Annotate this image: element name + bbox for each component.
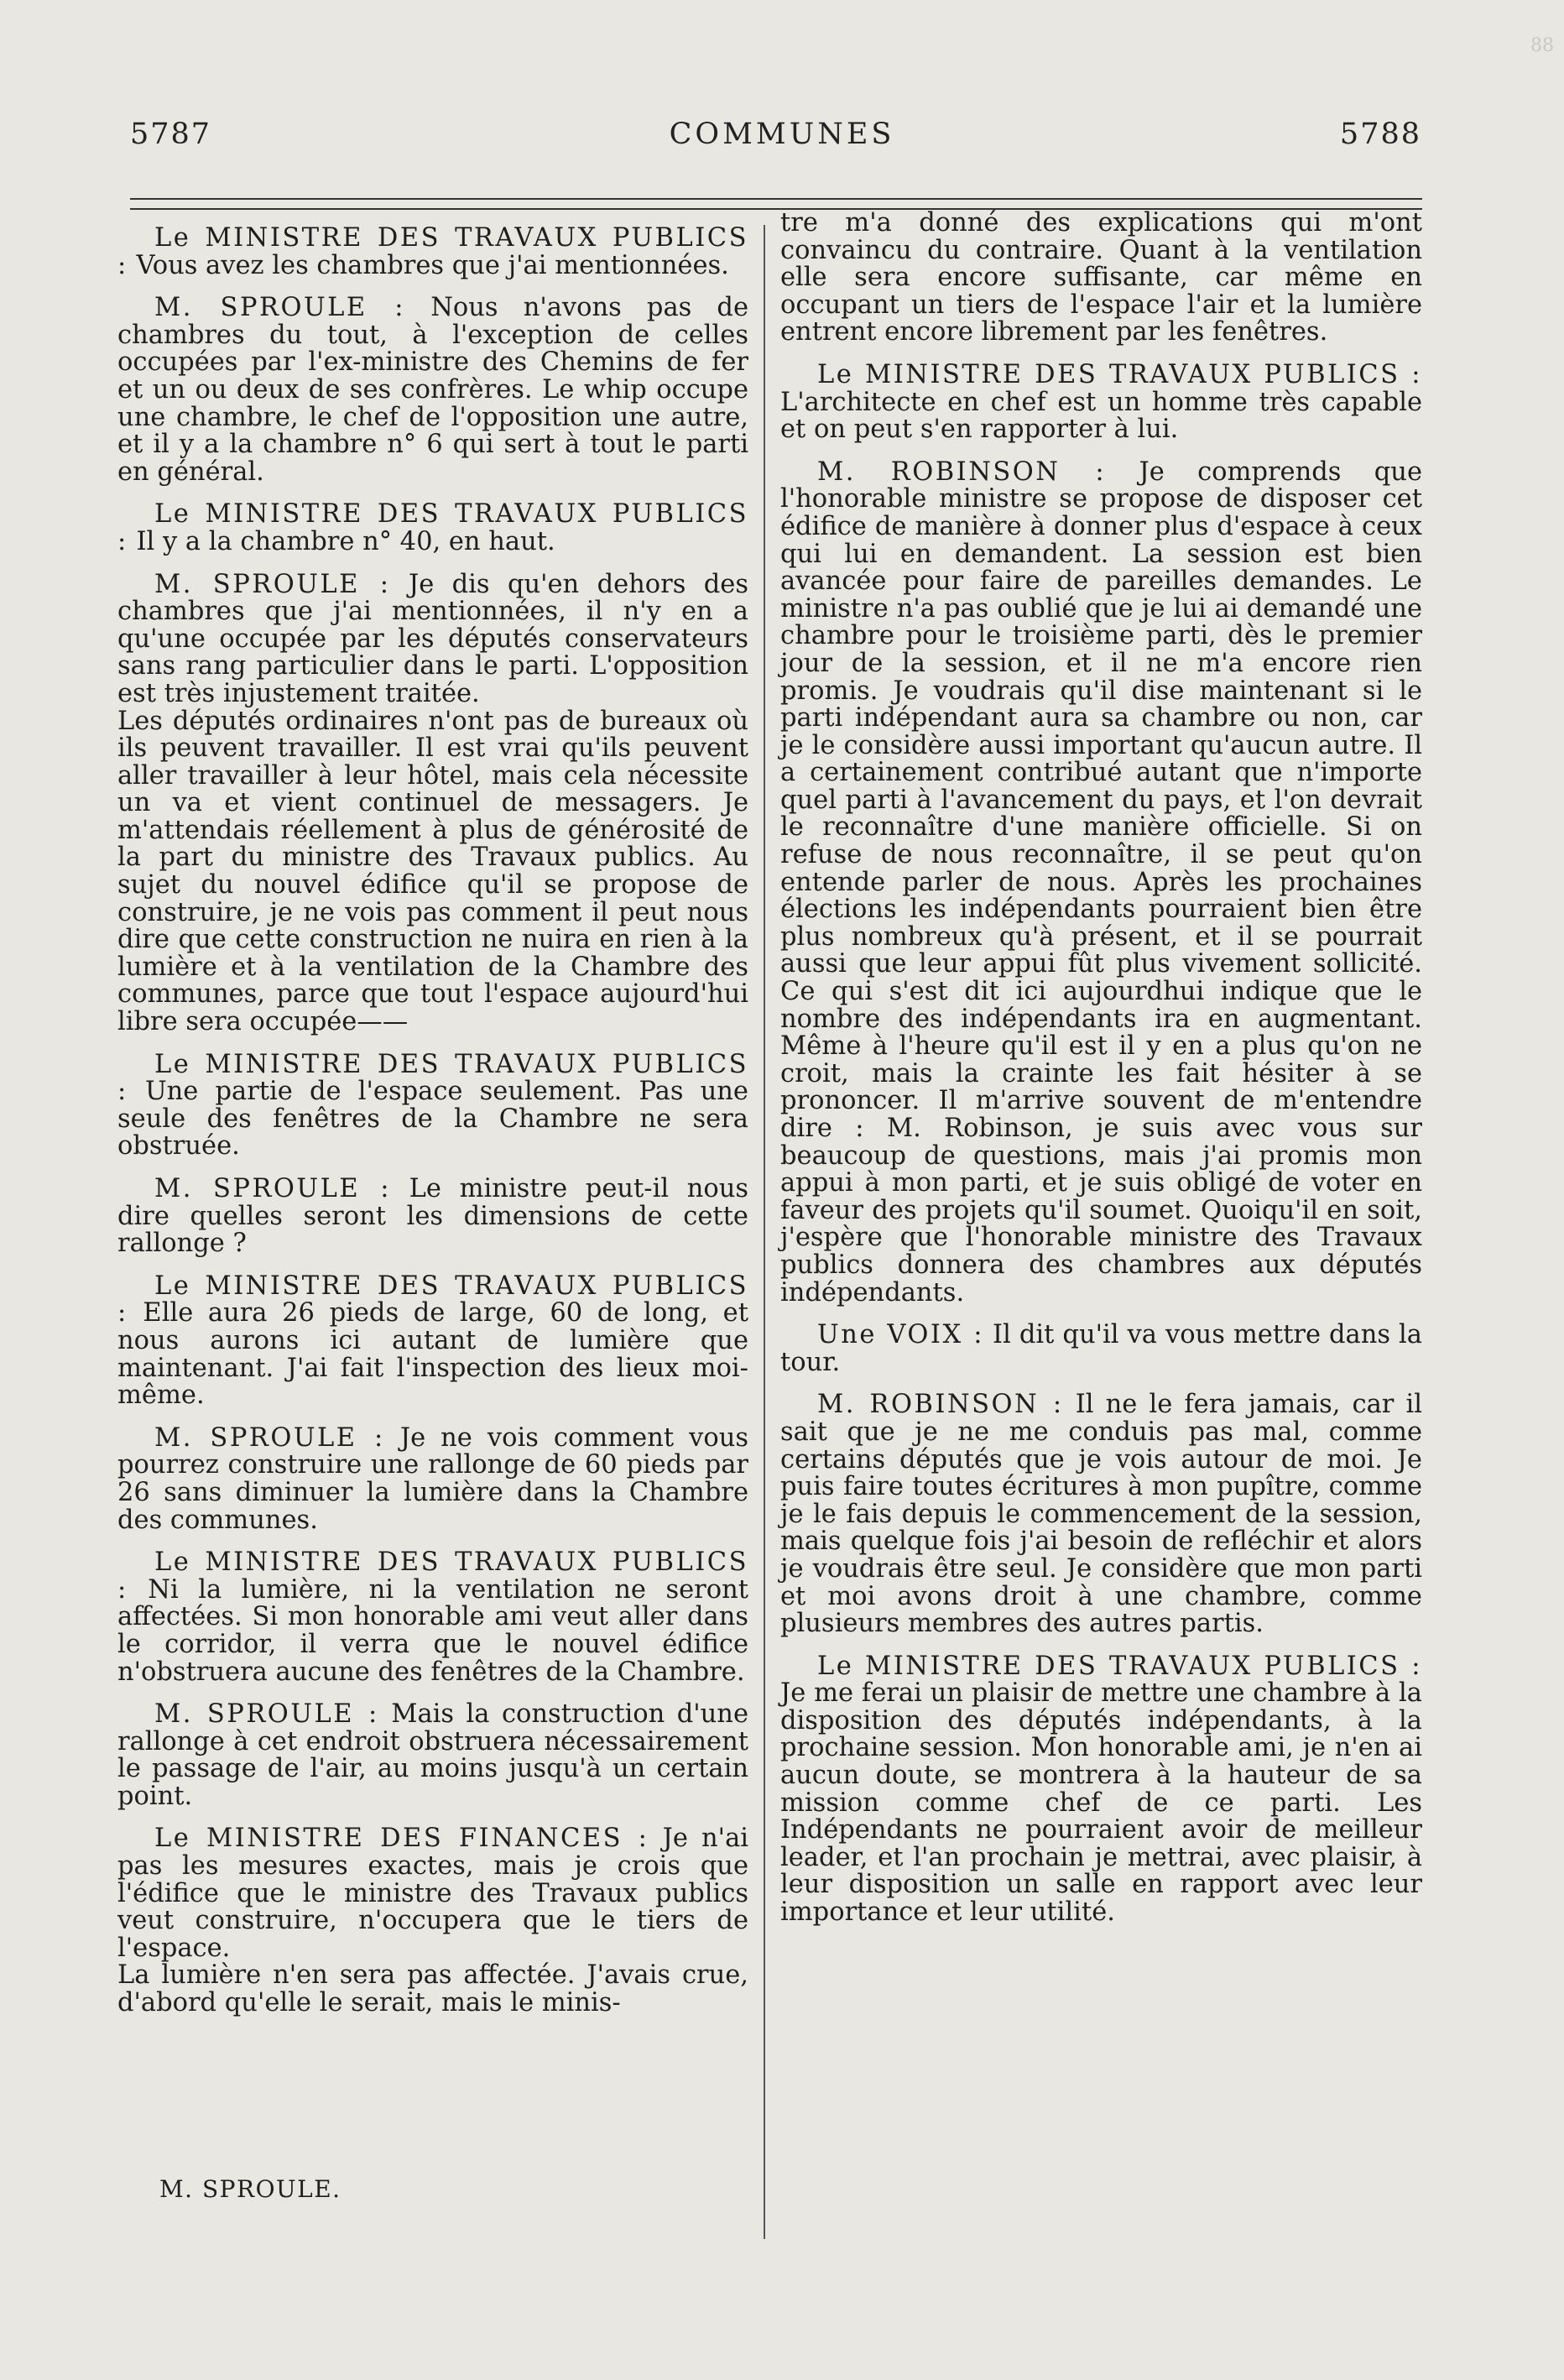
- speaker-name: Le MINISTRE DES TRAVAUX PUBLICS :: [117, 499, 748, 556]
- page-title: COMMUNES: [669, 117, 895, 151]
- paragraph-text: L'architecte en chef est un homme très capable et on peut s'en rapporter à lui.: [780, 387, 1422, 445]
- paragraph: [117, 1825, 748, 1962]
- speaker-name: M. SPROULE :: [154, 1174, 392, 1203]
- speaker-name: M. SPROULE :: [154, 1699, 379, 1730]
- paragraph: [117, 225, 748, 279]
- paragraph: [780, 1391, 1422, 1637]
- paragraph: [117, 1549, 748, 1686]
- column-divider: [764, 225, 765, 2239]
- paragraph-text: Le ministre peut-il nous dire quelles seront les dimensions de cette rallonge ?: [117, 1174, 748, 1259]
- paragraph: [117, 295, 748, 486]
- speaker-name: Le MINISTRE DES TRAVAUX PUBLICS :: [817, 1651, 1422, 1681]
- paragraph-text: Mais la construction d'une rallonge à cet endroit obstruera nécessairement le passage de l'air, au moins jusqu'à un certain point.: [117, 1699, 748, 1811]
- paragraph-text: Il ne le fera jamais, car il sait que je ne me conduis pas mal, comme certains députés que je vois autour de moi. Je puis faire toutes écritures à mon pupître, comme je le fais depuis le commencement de la session, mais quelque fois j'ai besoin de refléchir et alors je voudrais être seul. Je considère que mon parti et moi avons droit à une chambre, comme plusieurs membres des autres partis.: [780, 1390, 1422, 1639]
- paragraph-text: Je dis qu'en dehors des chambres que j'ai mentionnées, il n'y en a qu'une occupée par les députés conservateurs sans rang particulier dans le parti. L'opposition est très injustement traitée.: [117, 569, 749, 708]
- paragraph: [780, 210, 1422, 347]
- paragraph: [117, 1176, 748, 1258]
- speaker-name: M. SPROULE :: [154, 1422, 385, 1453]
- speaker-name: M. ROBINSON :: [817, 1390, 1064, 1420]
- paragraph-text: Elle aura 26 pieds de large, 60 de long, et nous aurons ici autant de lumière que maintenant. J'ai fait l'inspection des lieux moi-même.: [117, 1298, 748, 1411]
- speaker-name: Le MINISTRE DES TRAVAUX PUBLICS :: [117, 1271, 748, 1328]
- speaker-name: M. SPROULE :: [154, 569, 391, 599]
- paragraph-text: Vous avez les chambres que j'ai mentionnées.: [128, 250, 729, 280]
- paragraph-text: Je me ferai un plaisir de mettre une chambre à la disposition des députés indépendants, à la prochaine session. Mon honorable ami, je n'en ai aucun doute, se montrera à la hauteur de sa mission comme chef de ce parti. Les Indépendants ne pourraient avoir de meilleur leader, et l'an prochain je mettrai, avec plaisir, à leur disposition un salle en rapport avec leur importance et leur utilité.: [780, 1678, 1422, 1928]
- paragraph-text: Ni la lumière, ni la ventilation ne seront affectées. Si mon honorable ami veut aller dans le corridor, il verra que le nouvel édifice n'obstruera aucune des fenêtres de la Chambre.: [117, 1574, 748, 1687]
- paragraph: [117, 708, 748, 1036]
- header-rule-top: [130, 198, 1422, 200]
- speaker-name: Le MINISTRE DES FINANCES :: [154, 1824, 649, 1854]
- corner-mark: 88: [1530, 35, 1554, 56]
- paragraph-text: Nous n'avons pas de chambres du tout, à l'exception de celles occupées par l'ex-ministre des Chemins de fer et un ou deux de ses confrères. Le whip occupe une chambre, le chef de l'opposition une autre, et il y a la chambre n° 6 qui sert à tout le parti en général.: [117, 293, 748, 487]
- paragraph-text: Il y a la chambre n° 40, en haut.: [128, 526, 555, 556]
- paragraph: [117, 1049, 748, 1161]
- speaker-name: Le MINISTRE DES TRAVAUX PUBLICS :: [117, 223, 748, 280]
- right-column: [780, 208, 1422, 1942]
- speaker-name: Une VOIX :: [817, 1320, 984, 1350]
- paragraph: [780, 1322, 1422, 1376]
- paragraph-text: Je n'ai pas les mesures exactes, mais je crois que l'édifice que le ministre des Travaux publics veut construire, n'occupera que le tiers de l'espace.: [117, 1824, 749, 1963]
- paragraph-text: Il dit qu'il va vous mettre dans la tour.: [780, 1320, 1422, 1377]
- paragraph: [117, 1273, 748, 1410]
- speaker-name: M. ROBINSON :: [817, 457, 1107, 487]
- paragraph-text: Une partie de l'espace seulement. Pas une seule des fenêtres de la Chambre ne sera obstruée.: [117, 1077, 748, 1161]
- right-page-number: 5788: [1339, 117, 1421, 151]
- paragraph-text: Les députés ordinaires n'ont pas de bureaux où ils peuvent travailler. Il est vrai qu'ils peuvent aller travailler à leur hôtel, mais cela nécessite un va et vient continuel de messagers. Je m'attendais réellement à plus de générosité de la part du ministre des Travaux publics. Au sujet du nouvel édifice qu'il se propose de construire, je ne vois pas comment il peut nous dire que cette construction ne nuira en rien à la lumière et à la ventilation de la Chambre des communes, parce que tout l'espace aujourd'hui libre sera occupée——: [117, 706, 748, 1037]
- paragraph-text: tre m'a donné des explications qui m'ont convaincu du contraire. Quant à la ventilation elle sera encore suffisante, car même en occupant un tiers de l'espace l'air et la lumière entrent encore librement par les fenêtres.: [780, 208, 1422, 347]
- paragraph: [780, 459, 1422, 1307]
- paragraph: [117, 1422, 748, 1535]
- paragraph-text: Je comprends que l'honorable ministre se propose de disposer cet édifice de manière à donner plus d'espace à ceux qui lui en demandent. La session est bien avancée pour faire de pareilles demandes. Le ministre n'a pas oublié que je lui ai demandé une chambre pour le troisième parti, dès le premier jour de la session, et il ne m'a encore rien promis. Je voudrais qu'il dise maintenant si le parti indépendant aura sa chambre ou non, car je le considère aussi important qu'aucun autre. Il a certainement contribué autant que n'importe quel parti à l'avancement du pays, et l'on devrait le reconnaître d'une manière officielle. Si on refuse de nous reconnaître, il se peut qu'on entende parler de nous. Après les prochaines élections les indépendants pourraient bien être plus nombreux qu'à présent, et il se pourrait aussi que leur appui fût plus vivement sollicité. Ce qui s'est dit ici aujourdhui indique que le nombre des indépendants ira en augmentant. Même à l'heure qu'il est il y en a plus qu'on ne croit, mais la crainte les fait hésiter à se prononcer. Il m'arrive souvent de m'entendre dire : M. Robinson, je suis avec vous sur beaucoup de questions, mais j'ai promis mon appui à mon parti, et je suis obligé de voter en faveur des projets qu'il soumet. Quoiqu'il en soit, j'espère que l'honorable ministre des Travaux publics donnera des chambres aux députés indépendants.: [780, 457, 1422, 1307]
- speaker-name: Le MINISTRE DES TRAVAUX PUBLICS :: [117, 1548, 748, 1605]
- paragraph-text: La lumière n'en sera pas affectée. J'avais crue, d'abord qu'elle le serait, mais le minis-: [117, 1960, 748, 2018]
- paragraph: [117, 1701, 748, 1810]
- paragraph-text: Je ne vois comment vous pourrez construire une rallonge de 60 pieds par 26 sans diminuer la lumière dans la Chambre des communes.: [117, 1422, 748, 1535]
- left-page-number: 5787: [130, 117, 212, 151]
- speaker-name: Le MINISTRE DES TRAVAUX PUBLICS :: [117, 1049, 748, 1107]
- speaker-name: Le MINISTRE DES TRAVAUX PUBLICS :: [817, 359, 1422, 389]
- paragraph: [117, 1962, 748, 2017]
- paragraph: [117, 569, 749, 708]
- paragraph: [780, 1653, 1422, 1927]
- speaker-name: M. SPROULE :: [154, 293, 406, 323]
- catchword: M. SPROULE.: [159, 2175, 341, 2203]
- left-column: [117, 225, 748, 2033]
- paragraph: [117, 501, 748, 556]
- paragraph: [780, 359, 1422, 445]
